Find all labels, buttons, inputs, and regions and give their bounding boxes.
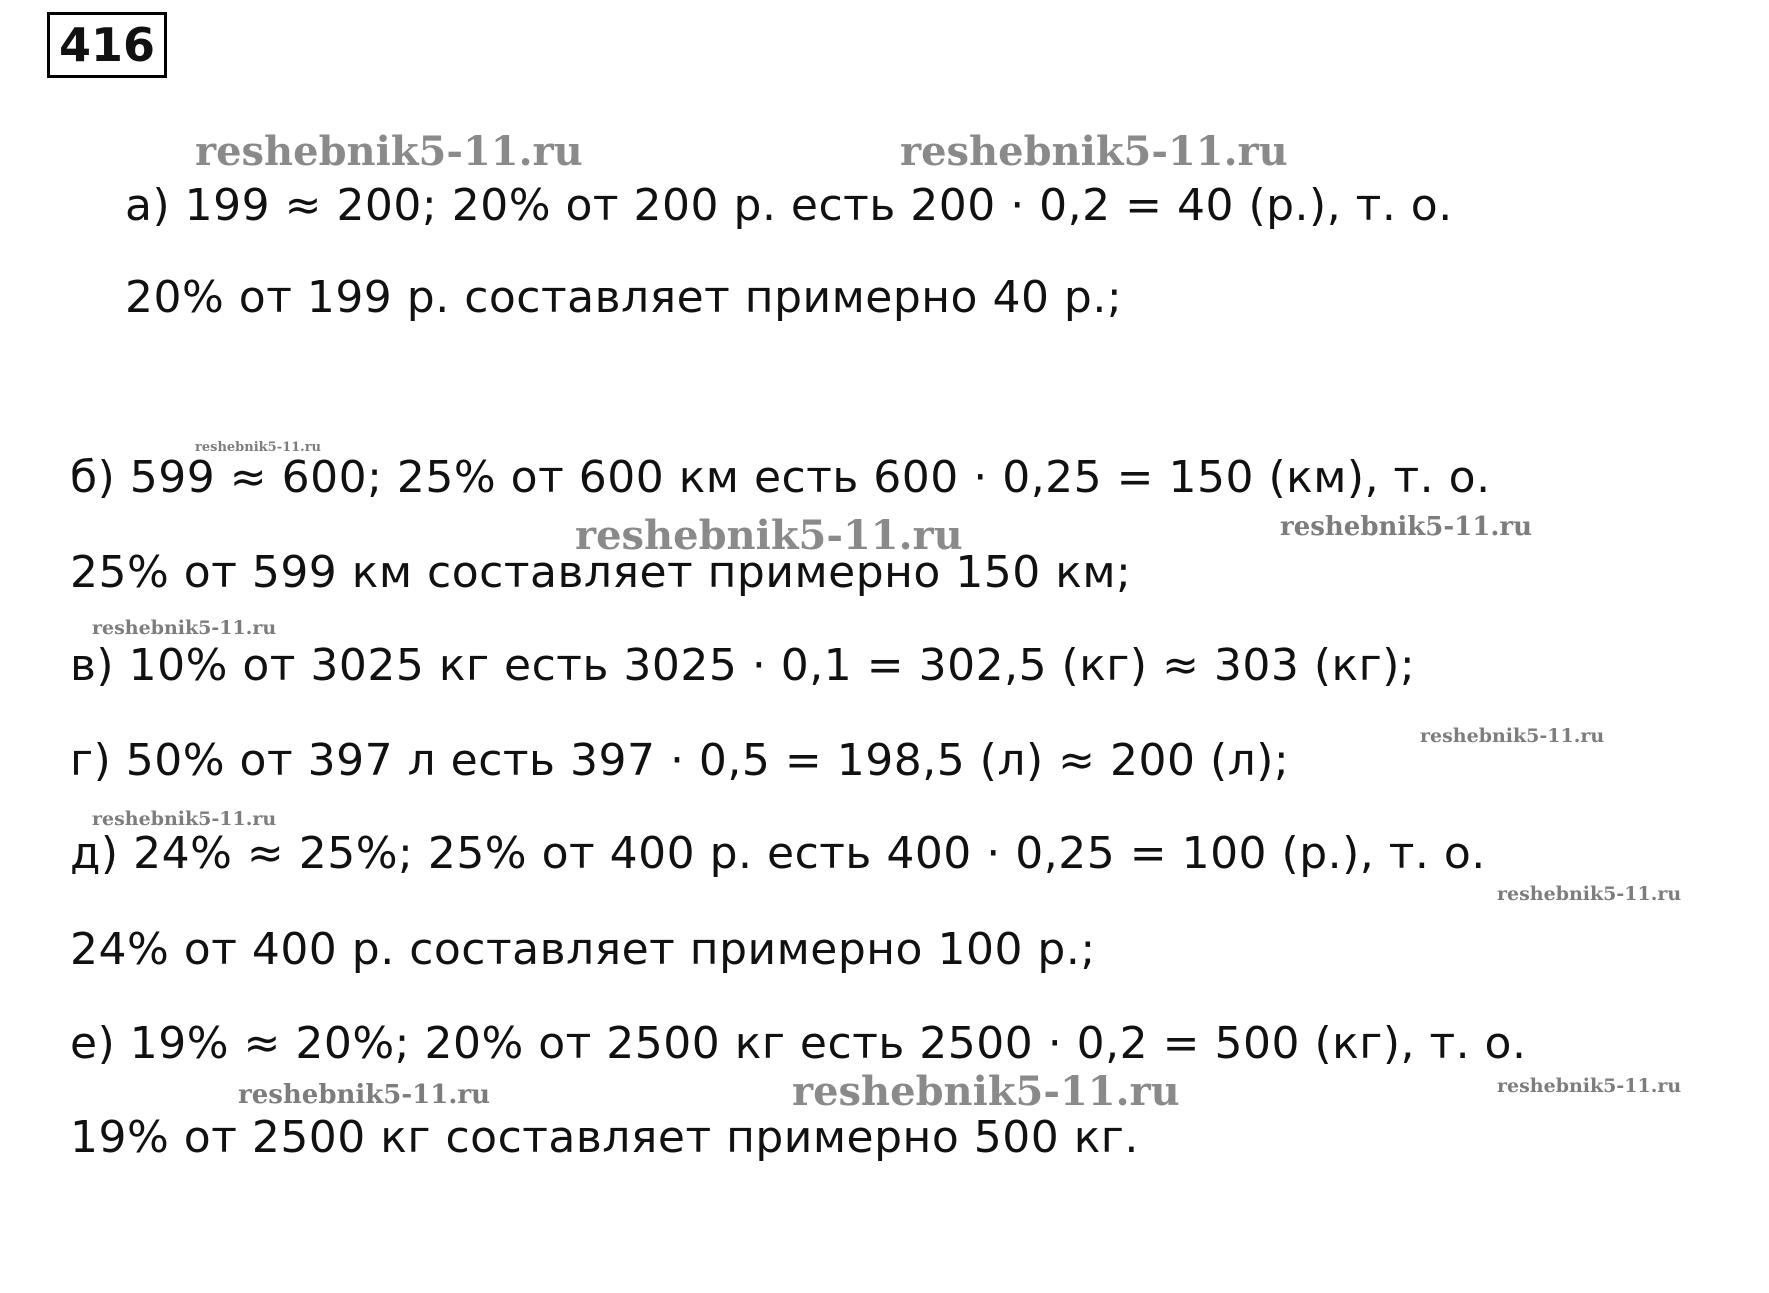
solution-line-g: г) 50% от 397 л есть 397 · 0,5 = 198,5 (л) ≈ 200 (л); — [70, 735, 1290, 786]
watermark: reshebnik5-11.ru — [792, 1068, 1180, 1115]
solution-line-v: в) 10% от 3025 кг есть 3025 · 0,1 = 302,5 (кг) ≈ 303 (кг); — [70, 640, 1416, 691]
watermark: reshebnik5-11.ru — [900, 128, 1288, 175]
solution-line-e-2: 19% от 2500 кг составляет примерно 500 кг. — [70, 1112, 1139, 1163]
solution-line-a-1: а) 199 ≈ 200; 20% от 200 р. есть 200 · 0,2 = 40 (р.), т. о. — [125, 180, 1453, 231]
watermark: reshebnik5-11.ru — [575, 512, 963, 559]
watermark: reshebnik5-11.ru — [238, 1080, 491, 1110]
solution-line-b-2: 25% от 599 км составляет примерно 150 км; — [70, 547, 1132, 598]
solution-line-a-2: 20% от 199 р. составляет примерно 40 р.; — [125, 272, 1123, 323]
solution-line-e-1: е) 19% ≈ 20%; 20% от 2500 кг есть 2500 · 0,2 = 500 (кг), т. о. — [70, 1018, 1527, 1069]
watermark: reshebnik5-11.ru — [195, 440, 322, 455]
watermark: reshebnik5-11.ru — [1497, 1075, 1682, 1097]
watermark: reshebnik5-11.ru — [92, 808, 277, 830]
watermark: reshebnik5-11.ru — [195, 128, 583, 175]
solution-line-d-2: 24% от 400 р. составляет примерно 100 р.; — [70, 924, 1096, 975]
problem-number: 416 — [47, 12, 167, 78]
watermark: reshebnik5-11.ru — [1420, 725, 1605, 747]
watermark: reshebnik5-11.ru — [92, 617, 277, 639]
solution-line-d-1: д) 24% ≈ 25%; 25% от 400 р. есть 400 · 0,25 = 100 (р.), т. о. — [70, 828, 1486, 879]
solution-line-b-1: б) 599 ≈ 600; 25% от 600 км есть 600 · 0,25 = 150 (км), т. о. — [70, 452, 1491, 503]
watermark: reshebnik5-11.ru — [1280, 512, 1533, 542]
watermark: reshebnik5-11.ru — [1497, 883, 1682, 905]
